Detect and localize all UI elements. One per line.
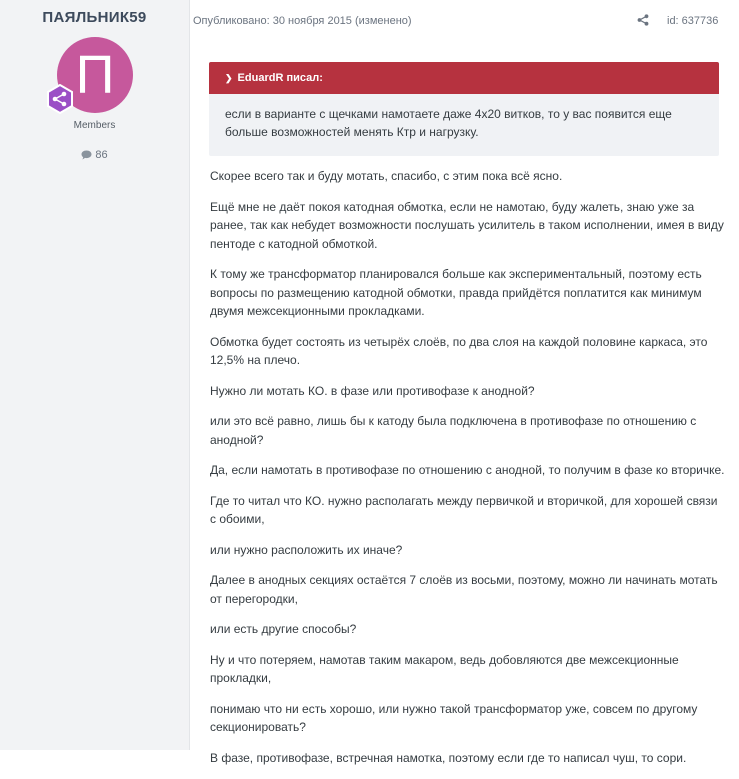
post-date: Опубликовано: 30 ноября 2015 (изменено) [193,15,412,27]
paragraph: В фазе, противофазе, встречная намотка, поэтому если где то написал чуш, то сори. [210,750,687,765]
paragraph: К тому же трансформатор планировался больше как экспериментальный, поэтому есть вопросы по размещению катодной обмотки, правда прийдётся поплатится как минимум двумя межсекционными прокладками. [210,267,702,318]
post-id-link[interactable]: id: 637736 [667,15,719,27]
paragraph: Далее в анодных секциях остаётся 7 слоёв из восьми, поэтому, можно ли начинать мотать от перегородки, [210,573,718,606]
rank-badge-icon [45,84,75,114]
post-content [210,167,725,779]
comment-icon [81,150,92,160]
member-group: Members [73,120,116,131]
share-icon[interactable] [637,14,649,26]
quote-arrow-icon: ❯ [225,73,233,83]
paragraph: Обмотка будет состоять из четырёх слоёв, по два слоя на каждой половине каркаса, это 12,5% на плечо. [210,334,708,367]
quote-author: EduardR писал: [237,72,323,84]
paragraph: Скорее всего так и буду мотать, спасибо, с этим пока всё ясно. [210,169,563,183]
quote-header[interactable] [209,62,719,94]
post-count [0,149,189,161]
paragraph: или нужно расположить их иначе? [210,542,403,557]
quote-text: если в варианте с щечками намотаете даже 4х20 витков, то у вас появится еще больше возможностей менять Ктр и нагрузку. [225,107,672,139]
post-count-value: 86 [95,149,108,161]
avatar[interactable]: П [57,37,133,113]
paragraph: Ещё мне не даёт покоя катодная обмотка, если не намотаю, буду жалеть, знаю уже за ранее, так как небудет возможности послушать усилитель в таком исполнении, имея в виду пентоде с катодной обмоткой. [210,199,724,251]
author-name[interactable]: ПАЯЛЬНИК59 [42,9,147,26]
paragraph: понимаю что ни есть хорошо, или нужно такой трансформатор уже, совсем по другому секционировать? [210,701,698,734]
paragraph: или это всё равно, лишь бы к катоду была подключена в противофазе по отношению с анодной? [210,414,697,447]
paragraph: Ну и что потеряем, намотав таким макаром, ведь добовляются две межсекционные прокладки, [210,652,679,685]
paragraph: Где то читал что КО. нужно располагать между первичкой и вторичкой, для хорошей связи с обоими, [210,493,718,526]
paragraph: или есть другие способы? [210,622,357,636]
author-panel [0,0,190,750]
paragraph: Нужно ли мотать КО. в фазе или противофазе к анодной? [210,383,535,398]
quote-block [209,62,719,156]
paragraph: Да, если намотать в противофазе по отношению с анодной, то получим в фазе ко вторичке. [210,463,725,477]
